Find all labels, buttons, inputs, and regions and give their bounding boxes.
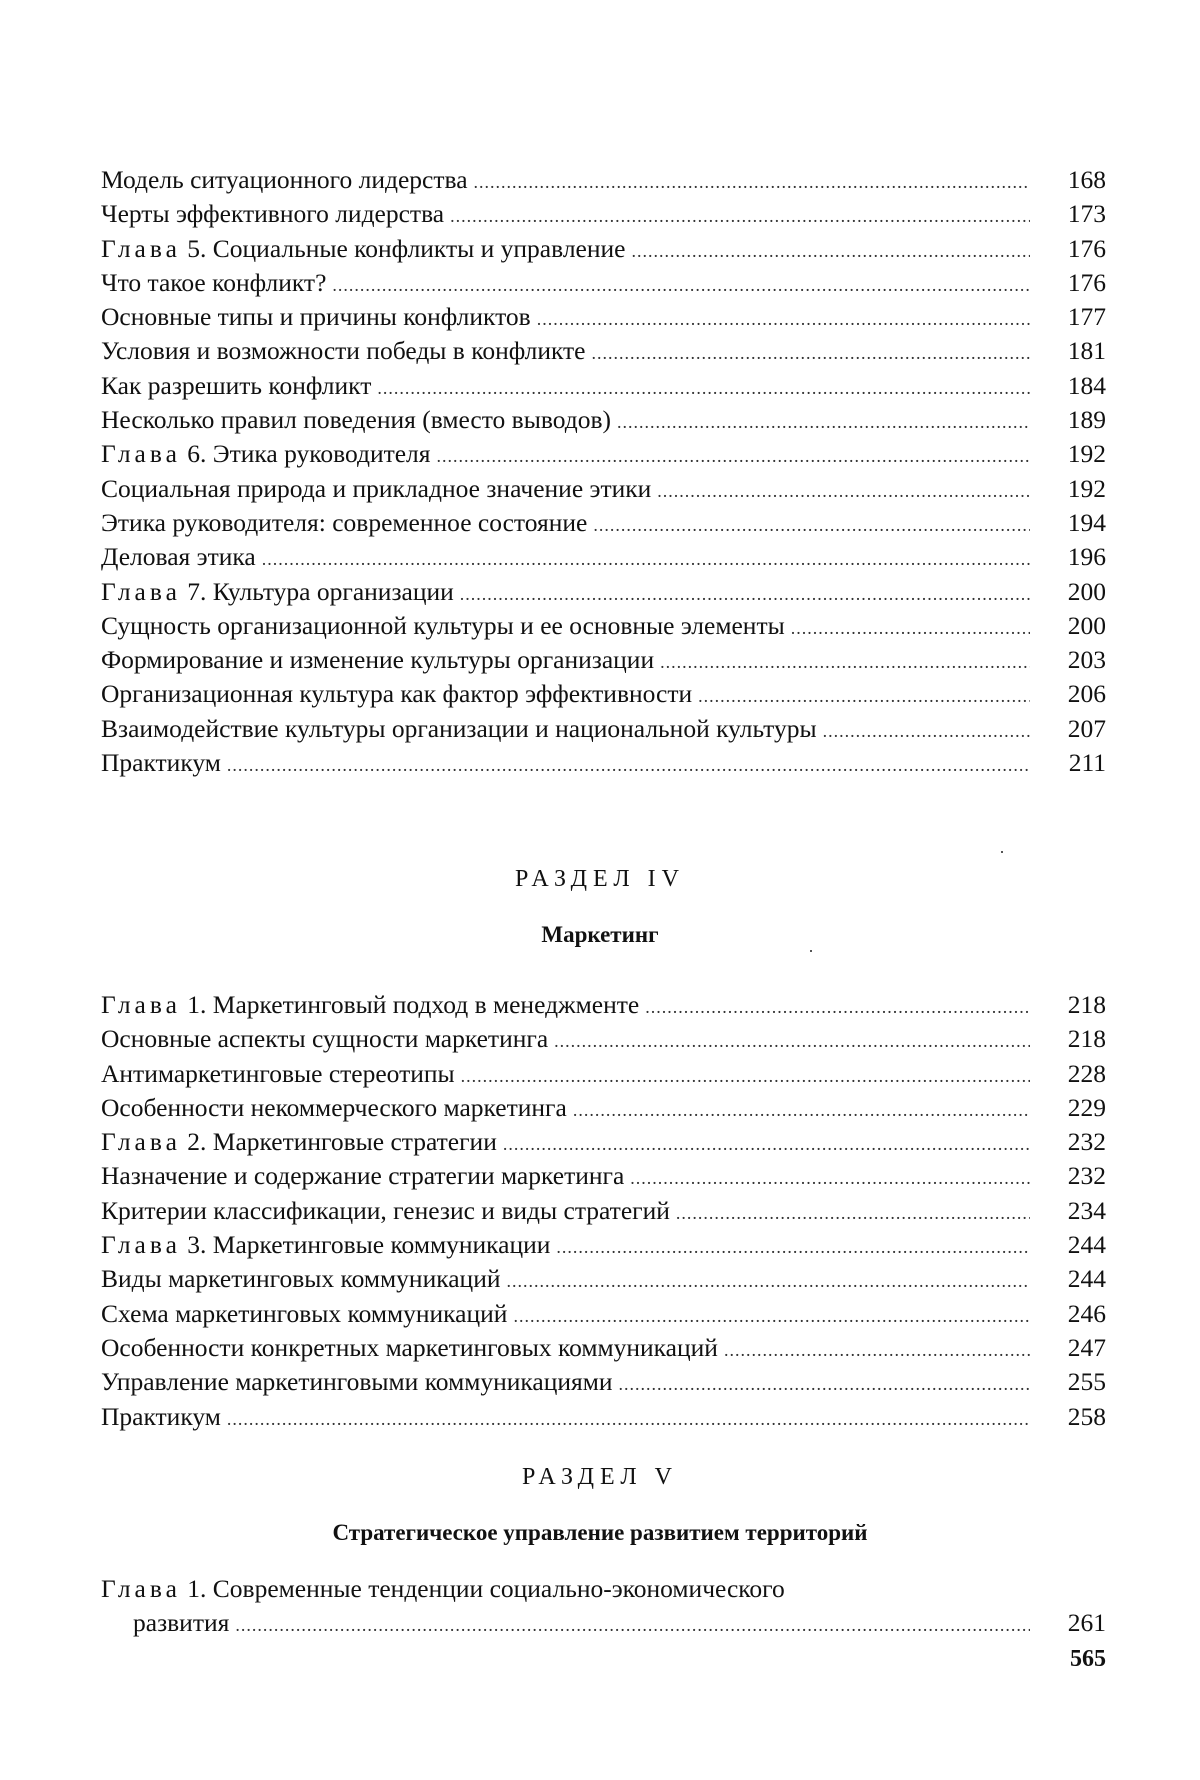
toc-entry-title [101,1125,497,1159]
toc-entry-title: Особенности конкретных маркетинговых коммуникаций [101,1332,718,1362]
dot-leader [554,1024,1030,1058]
dot-leader [556,1230,1030,1264]
toc-entry-title-line1 [101,1572,1106,1606]
dot-leader [227,748,1030,782]
dot-leader [645,990,1030,1024]
toc-entry [101,369,1106,403]
toc-entry [101,1365,1106,1399]
toc-entry-title: Практикум [101,748,221,778]
toc-entry-title: Особенности некоммерческого маркетинга [101,1092,567,1122]
toc-entry-page: 218 [1067,1024,1106,1054]
toc-entry-title: Схема маркетинговых коммуникаций [101,1298,508,1328]
chapter-title: 1. Маркетинговый подход в менеджменте [187,990,640,1019]
chapter-word: Глава [101,1127,181,1157]
toc-entry-page: 194 [1067,507,1106,537]
toc-entry-page: 177 [1067,302,1106,332]
toc-chapter-entry [101,1125,1106,1159]
toc-entry-page: 181 [1067,336,1106,366]
toc-entry [101,540,1106,574]
toc-entry-title: Практикум [101,1401,221,1431]
toc-entry-page: 247 [1067,1332,1106,1362]
chapter-word: Глава [101,1230,181,1260]
dot-leader [823,714,1030,748]
toc-entry [101,334,1106,368]
toc-chapter-entry [101,1572,1106,1643]
toc-entry-page: 258 [1067,1401,1106,1431]
toc-entry-title: Виды маркетинговых коммуникаций [101,1264,501,1294]
toc-entry-page: 203 [1067,645,1106,675]
dot-leader [724,1333,1030,1367]
chapter-title: 1. Современные тенденции социально-экономического [187,1574,785,1603]
toc-entry [101,746,1106,780]
section-v-label: РАЗДЕЛ V [522,1464,678,1490]
toc-entry-page: 206 [1067,679,1106,709]
toc-entry-title: Модель ситуационного лидерства [101,165,468,194]
toc-entry-title [101,437,431,471]
toc-entry-page: 244 [1067,1264,1106,1294]
toc-entry-page: 196 [1067,542,1106,572]
dot-leader [437,439,1030,473]
toc-entry [101,1331,1106,1365]
toc-entry-page: 244 [1067,1230,1106,1260]
toc-entry-page: 168 [1067,165,1106,194]
dot-leader [630,1161,1030,1195]
toc-entry [101,1400,1106,1434]
toc-entry-title: Организационная культура как фактор эффективности [101,679,693,709]
chapter-word: Глава [101,1574,181,1603]
toc-entry [101,300,1106,334]
toc-entry-page: 176 [1067,267,1106,297]
toc-entry-title: Деловая этика [101,542,256,572]
toc-chapter-entry [101,437,1106,471]
toc-entry-title: Социальная природа и прикладное значение этики [101,473,652,503]
toc-entry-page: 192 [1067,473,1106,503]
dot-leader [592,336,1031,370]
toc-entry-page: 261 [1067,1608,1106,1638]
toc-entry [101,1091,1106,1125]
toc-entry-page: 232 [1067,1161,1106,1191]
toc-entry-page: 200 [1067,610,1106,640]
toc-entry-title: Формирование и изменение культуры организации [101,645,655,675]
toc-entry [101,1022,1106,1056]
dot-leader [461,1059,1030,1093]
toc-entry-title [101,575,454,609]
toc-entry [101,712,1106,746]
toc-entry-page: 176 [1067,233,1106,263]
page-number: 565 [1070,1646,1106,1672]
toc-entry-title: Критерии классификации, генезис и виды стратегий [101,1195,670,1225]
dot-leader [503,1127,1030,1161]
toc-entry-page: 173 [1067,199,1106,229]
chapter-word: Глава [101,439,181,469]
toc-entry-page: 218 [1067,990,1106,1019]
dot-leader [377,371,1030,405]
scan-speck [810,950,812,952]
toc-entry-title-line2 [101,1606,1106,1642]
toc-entry [101,1057,1106,1091]
dot-leader [332,268,1030,302]
dot-leader [235,1608,1030,1642]
dot-leader [617,405,1030,439]
toc-entry [101,677,1106,711]
toc-entry [101,403,1106,437]
chapter-title: 6. Этика руководителя [187,439,431,469]
toc-entry-title: Основные типы и причины конфликтов [101,302,531,332]
toc-entry [101,1262,1106,1296]
toc-entry [101,506,1106,540]
toc-entry-page: 189 [1067,405,1106,435]
dot-leader [227,1402,1030,1436]
toc-entry [101,472,1106,506]
toc-entry-page: 255 [1067,1367,1106,1397]
toc-list-part-iii [101,163,1106,780]
dot-leader [474,165,1030,199]
toc-entry [101,197,1106,231]
section-iv-label: РАЗДЕЛ IV [515,866,685,892]
dot-leader [506,1264,1030,1298]
toc-entry-page: 200 [1067,576,1106,606]
dot-leader [619,1367,1030,1401]
toc-entry-title [101,988,639,1022]
toc-entry-page: 192 [1067,439,1106,469]
dot-leader [262,542,1030,576]
toc-entry-page: 232 [1067,1127,1106,1157]
toc-chapter-entry [101,232,1106,266]
chapter-title: 5. Социальные конфликты и управление [187,233,626,263]
toc-chapter-entry [101,1228,1106,1262]
toc-entry-page: 184 [1067,370,1106,400]
toc-chapter-entry [101,988,1106,1022]
toc-entry-title [101,1228,550,1262]
dot-leader [657,474,1030,508]
toc-entry-page: 246 [1067,1298,1106,1328]
toc-entry-title: Антимаркетинговые стереотипы [101,1058,455,1088]
toc-entry-title: Условия и возможности победы в конфликте [101,336,586,366]
toc-entry [101,1297,1106,1331]
dot-leader [573,1093,1030,1127]
dot-leader [660,645,1030,679]
dot-leader [698,679,1030,713]
toc-entry-page: 234 [1067,1195,1106,1225]
toc-entry-page: 229 [1067,1092,1106,1122]
toc-entry-title: Основные аспекты сущности маркетинга [101,1024,549,1054]
dot-leader [632,234,1031,268]
scan-speck [1001,851,1003,853]
chapter-word: Глава [101,576,181,606]
toc-list-section-iv [101,988,1106,1434]
dot-leader [450,199,1030,233]
section-v-title: Стратегическое управление развитием территорий [332,1520,868,1545]
chapter-title: 7. Культура организации [187,576,454,606]
dot-leader [537,302,1030,336]
section-iv-title: Маркетинг [541,922,659,947]
toc-entry [101,609,1106,643]
dot-leader [460,577,1030,611]
toc-entry-page: 228 [1067,1058,1106,1088]
toc-entry-title [101,232,626,266]
dot-leader [513,1299,1030,1333]
chapter-title: 3. Маркетинговые коммуникации [187,1230,551,1260]
chapter-word: Глава [101,233,181,263]
toc-entry-title: Черты эффективного лидерства [101,199,445,229]
toc-entry [101,163,1106,197]
toc-entry-title: Что такое конфликт? [101,267,327,297]
toc-entry-page: 211 [1068,748,1106,778]
toc-entry-page: 207 [1067,713,1106,743]
toc-entry [101,1159,1106,1193]
toc-entry-title: Несколько правил поведения (вместо выводов) [101,405,611,435]
dot-leader [791,611,1030,645]
dot-leader [593,508,1030,542]
toc-entry-title: Сущность организационной культуры и ее основные элементы [101,610,785,640]
toc-entry-title: Как разрешить конфликт [101,370,372,400]
chapter-word: Глава [101,990,181,1019]
toc-chapter-entry [101,575,1106,609]
chapter-title: 2. Маркетинговые стратегии [187,1127,497,1157]
dot-leader [676,1196,1030,1230]
toc-entry-title: Этика руководителя: современное состояние [101,507,588,537]
toc-entry-title: Взаимодействие культуры организации и национальной культуры [101,713,817,743]
toc-entry-title: Управление маркетинговыми коммуникациями [101,1367,613,1397]
chapter-title-continuation: развития [133,1608,230,1638]
toc-entry [101,266,1106,300]
toc-entry-title: Назначение и содержание стратегии маркетинга [101,1161,625,1191]
toc-entry [101,1194,1106,1228]
toc-entry [101,643,1106,677]
